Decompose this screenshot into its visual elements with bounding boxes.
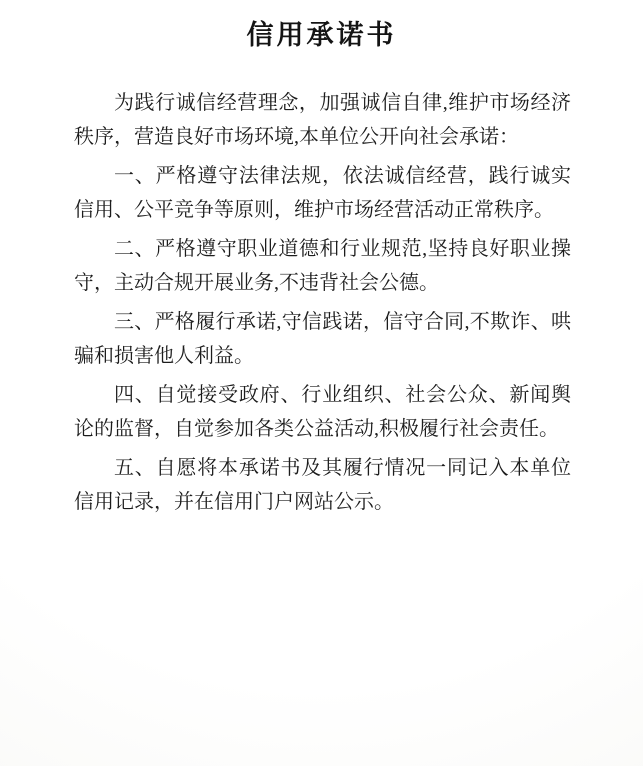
document-title: 信用承诺书 [246,20,397,50]
paragraph-item-3: 三、严格履行承诺,守信践诺，信守合同,不欺诈、哄骗和损害他人利益。 [74,311,571,367]
paragraph-item-4: 四、自觉接受政府、行业组织、社会公众、新闻舆论的监督，自觉参加各类公益活动,积极履行社会责任。 [74,384,571,440]
paragraph-item-5: 五、自愿将本承诺书及其履行情况一同记入本单位信用记录，并在信用门户网站公示。 [74,457,571,513]
paragraph-intro: 为践行诚信经营理念，加强诚信自律,维护市场经济秩序，营造良好市场环境,本单位公开向社会承诺： [74,92,571,148]
document-body [74,86,571,524]
signature-area [0,560,643,766]
paragraph-item-2: 二、严格遵守职业道德和行业规范,坚持良好职业操守，主动合规开展业务,不违背社会公德。 [74,238,571,294]
paragraph-item-1: 一、严格遵守法律法规，依法诚信经营，践行诚实信用、公平竞争等原则，维护市场经营活动正常秩序。 [74,165,571,221]
